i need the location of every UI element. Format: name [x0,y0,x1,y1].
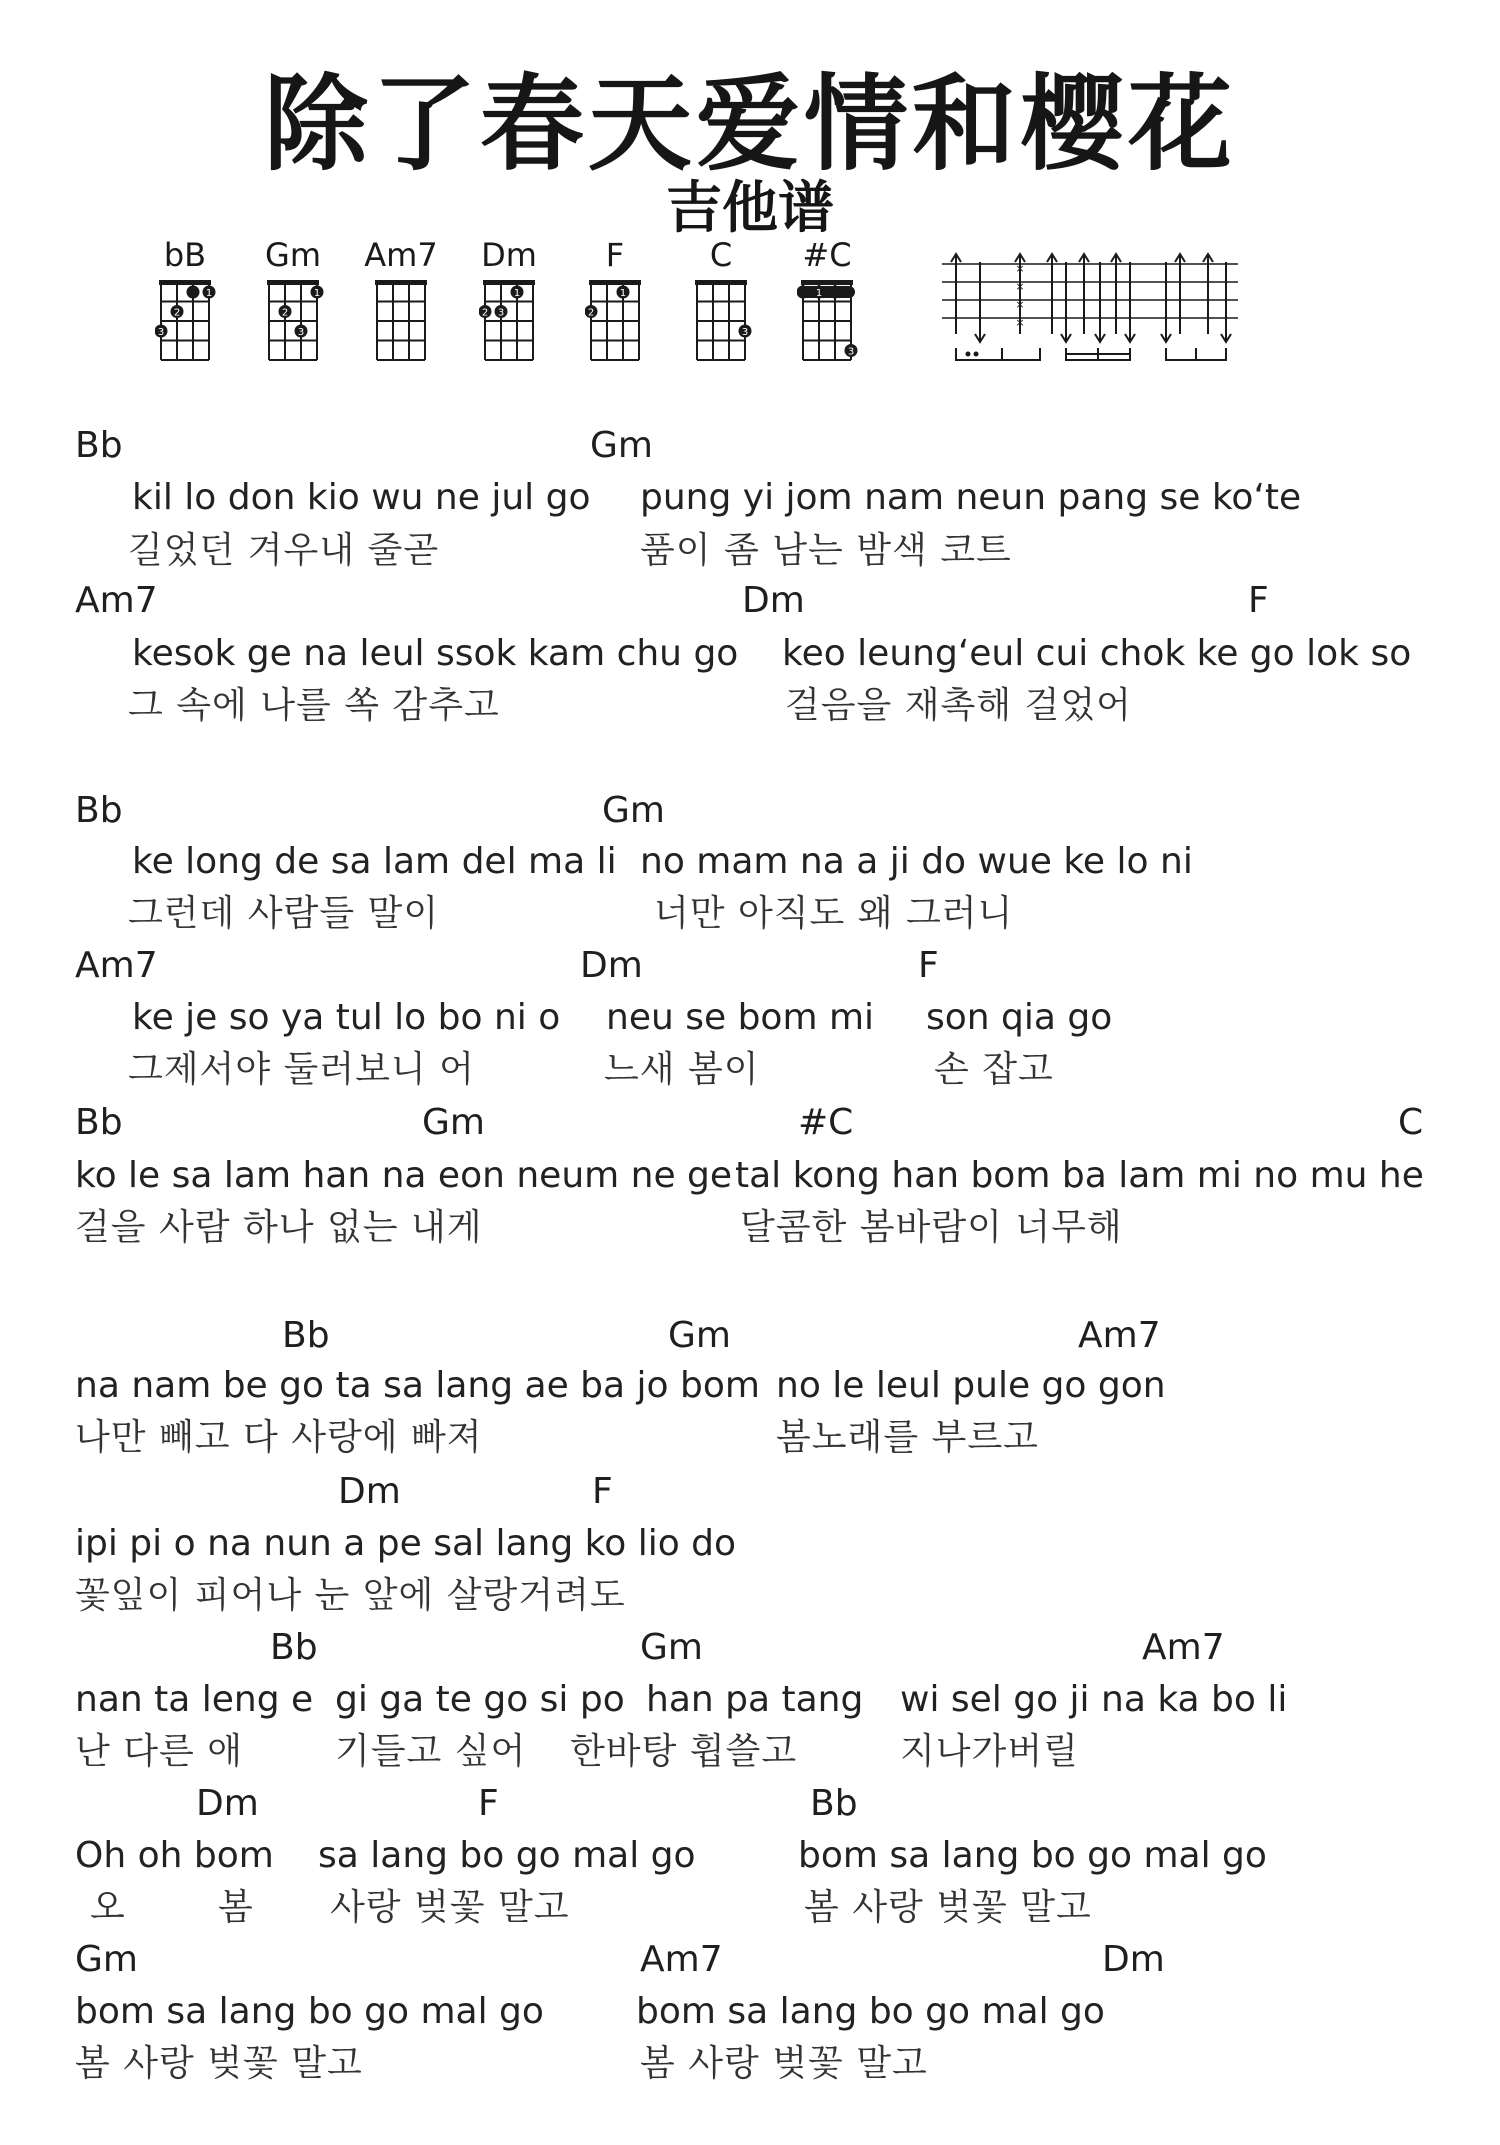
chord-diagram [676,236,766,366]
chord-label: #C [798,1102,854,1143]
chord-dm-diagram-icon [479,276,543,364]
svg-text:×: × [1015,262,1025,275]
romanized-lyric: no le leul pule go gon [776,1365,1166,1406]
chord-label: Gm [668,1315,731,1356]
romanized-lyric: gi ga te go si po [335,1679,625,1720]
chord-label: Dm [338,1471,401,1512]
chord-bb-diagram-icon [155,276,219,364]
chord-diagram [464,236,554,366]
svg-text:×: × [1015,316,1025,329]
chord-label: Gm [602,790,665,831]
romanized-lyric: na nam be go ta sa lang ae ba jo bom [75,1365,760,1406]
korean-lyric: 나만 빼고 다 사랑에 빠져 [75,1417,483,1458]
korean-lyric: 봄 사랑 벚꽃 말고 [804,1887,1092,1928]
svg-text:×: × [1015,298,1025,311]
romanized-lyric: bom sa lang bo go mal go [636,1991,1105,2032]
chord-c-diagram-icon [691,276,755,364]
svg-text:3: 3 [297,327,305,338]
korean-lyric: 봄 [218,1887,254,1928]
romanized-lyric: nan ta leng e [75,1679,314,1720]
chord-diagram [782,236,872,366]
korean-lyric: 오 [90,1887,126,1928]
chord-diagram-name: Gm [265,236,321,274]
romanized-lyric: wi sel go ji na ka bo li [900,1679,1288,1720]
korean-lyric: 느새 봄이 [604,1049,760,1090]
song-title: 除了春天爱情和樱花 [263,63,1236,185]
chord-label: Gm [640,1627,703,1668]
chord-label: Bb [75,425,123,466]
romanized-lyric: ke je so ya tul lo bo ni o [132,997,561,1038]
chord-label: Dm [196,1783,259,1824]
korean-lyric: 사랑 벚꽃 말고 [330,1887,570,1928]
svg-text:3: 3 [847,346,855,358]
korean-lyric: 너만 아직도 왜 그러니 [654,893,1014,934]
korean-lyric: 그런데 사람들 말이 [128,893,440,934]
korean-lyric: 봄 사랑 벚꽃 말고 [640,2043,928,2084]
svg-text:1: 1 [513,288,521,299]
svg-text:2: 2 [481,307,489,319]
chord-label: C [1398,1102,1424,1143]
romanized-lyric: sa lang bo go mal go [318,1835,696,1876]
chord-label: Am7 [75,580,158,621]
svg-text:3: 3 [157,327,165,338]
korean-lyric: 기들고 싶어 [335,1731,527,1772]
chord-label: F [918,945,939,986]
chord-label: Bb [75,1102,123,1143]
chord-diagram-name: C [709,236,733,274]
romanized-lyric: ko le sa lam han na eon neum ne ge [75,1155,733,1196]
svg-text:2: 2 [173,307,181,319]
romanized-lyric: ipi pi o na nun a pe sal lang ko lio do [75,1523,737,1564]
chord-f-diagram-icon [585,276,649,364]
chord-label: Am7 [640,1939,723,1980]
svg-text:1: 1 [619,288,627,299]
svg-text:3: 3 [741,327,749,338]
chord-label: Gm [422,1102,485,1143]
chord-label: Dm [742,580,805,621]
romanized-lyric: kil lo don kio wu ne jul go [132,477,591,518]
strum-pattern-icon [940,248,1240,368]
svg-text:1: 1 [205,288,213,299]
romanized-lyric: neu se bom mi [606,997,875,1038]
chord-gm-diagram-icon [263,276,327,364]
korean-lyric: 걸을 사람 하나 없는 내게 [75,1207,483,1248]
chord-diagram-name: F [605,236,625,274]
chord-label: Gm [75,1939,138,1980]
korean-lyric: 봄노래를 부르고 [776,1417,1039,1458]
korean-lyric: 그제서야 둘러보니 어 [128,1049,475,1090]
chord-label: Bb [270,1627,318,1668]
svg-text:1: 1 [815,288,823,299]
chord-diagram [140,236,230,366]
korean-lyric: 봄 사랑 벚꽃 말고 [75,2043,363,2084]
svg-text:3: 3 [497,307,505,319]
chord-label: Bb [810,1783,858,1824]
korean-lyric: 꽃잎이 피어나 눈 앞에 살랑거려도 [75,1575,626,1616]
svg-text:1: 1 [313,288,321,299]
chord-label: Bb [75,790,123,831]
chord-label: F [1248,580,1269,621]
chord-diagram-name: #C [802,236,852,274]
korean-lyric: 품이 좀 남는 밤색 코트 [640,530,1012,571]
korean-lyric: 난 다른 애 [75,1731,243,1772]
korean-lyric: 지나가버릴 [900,1731,1079,1772]
chord-label: Am7 [1142,1627,1225,1668]
svg-text:2: 2 [281,307,289,319]
chord-diagram [570,236,660,366]
chord-diagram [356,236,446,366]
chord-am7-diagram-icon [371,276,435,364]
chord-csharp-diagram-icon [797,276,861,364]
chord-label: Dm [580,945,643,986]
chord-label: Gm [590,425,653,466]
chord-label: Bb [282,1315,330,1356]
chord-label: Am7 [75,945,158,986]
korean-lyric: 그 속에 나를 쏙 감추고 [128,685,500,726]
romanized-lyric: no mam na a ji do wue ke lo ni [640,841,1193,882]
chord-label: Am7 [1078,1315,1161,1356]
korean-lyric: 손 잡고 [934,1049,1054,1090]
chord-label: F [592,1471,613,1512]
romanized-lyric: kesok ge na leul ssok kam chu go [132,633,739,674]
chord-diagram [248,236,338,366]
svg-text:×: × [1015,280,1025,293]
chord-label: F [478,1783,499,1824]
romanized-lyric: pung yi jom nam neun pang se ko‘te [640,477,1302,518]
korean-lyric: 길었던 겨우내 줄곧 [128,530,440,571]
chord-label: Dm [1102,1939,1165,1980]
svg-text:2: 2 [587,307,595,319]
chord-diagram-name: Am7 [364,236,438,274]
romanized-lyric: bom sa lang bo go mal go [798,1835,1267,1876]
romanized-lyric: tal kong han bom ba lam mi no mu he [735,1155,1424,1196]
romanized-lyric: Oh oh bom [75,1835,274,1876]
chord-diagram-name: Dm [481,236,537,274]
korean-lyric: 걸음을 재촉해 걸었어 [785,685,1132,726]
korean-lyric: 한바탕 휩쓸고 [570,1731,798,1772]
romanized-lyric: ke long de sa lam del ma li [132,841,617,882]
romanized-lyric: son qia go [926,997,1113,1038]
sheet-subtitle: 吉他谱 [666,176,834,241]
korean-lyric: 달콤한 봄바람이 너무해 [740,1207,1123,1248]
chord-diagram-name: bB [163,236,207,274]
romanized-lyric: bom sa lang bo go mal go [75,1991,544,2032]
romanized-lyric: han pa tang [646,1679,864,1720]
romanized-lyric: keo leung‘eul cui chok ke go lok so [782,633,1412,674]
